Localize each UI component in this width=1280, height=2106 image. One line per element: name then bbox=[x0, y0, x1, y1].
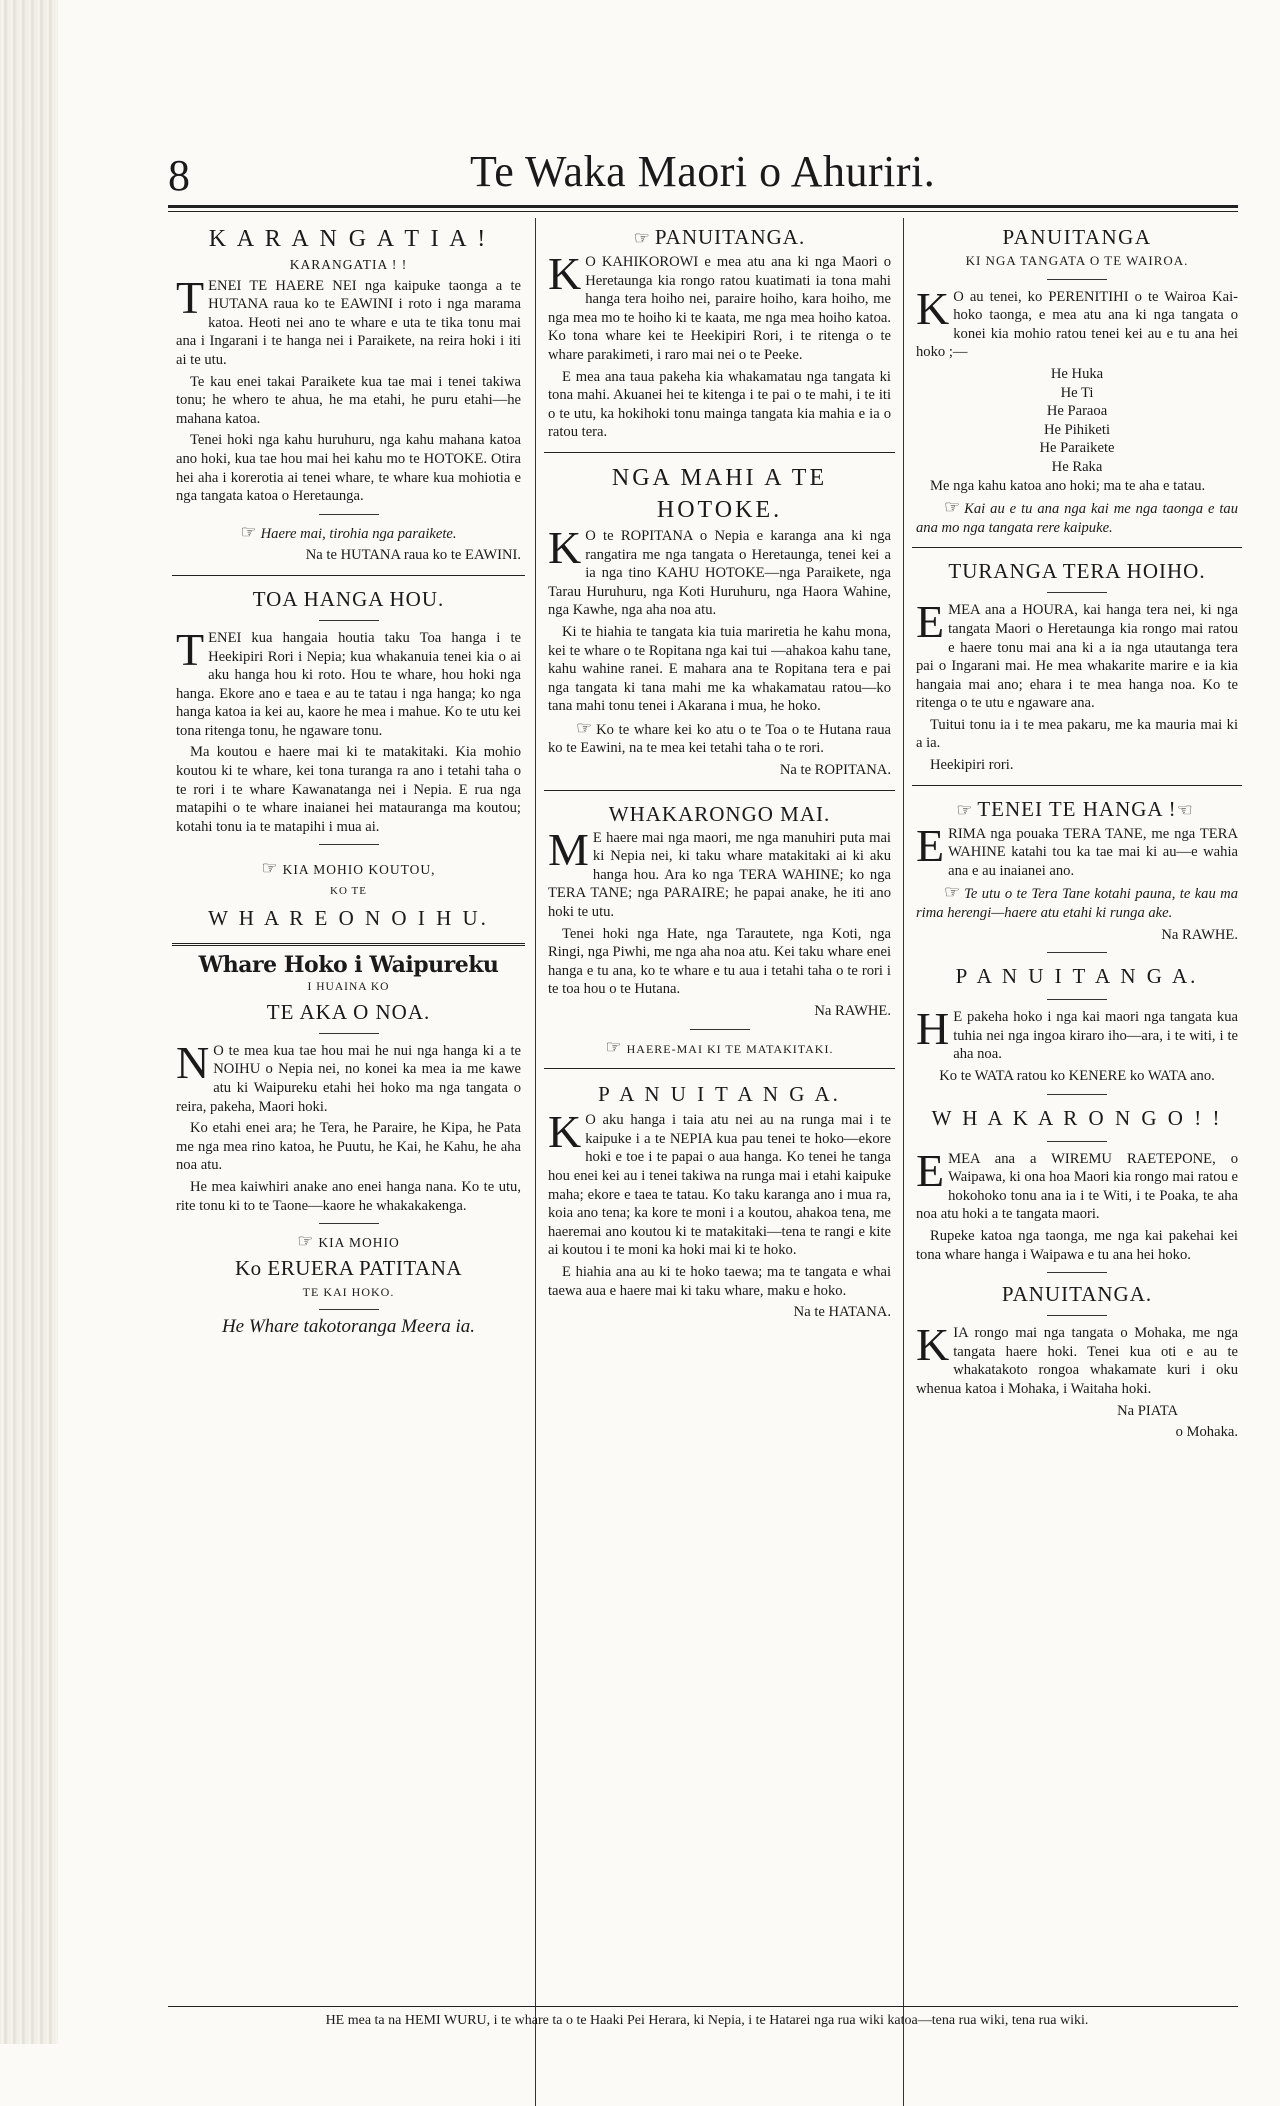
hatana-advert bbox=[548, 1079, 891, 1322]
section-rule bbox=[172, 575, 525, 576]
short-rule bbox=[1047, 1272, 1107, 1273]
advert-paragraph: IA rongo mai nga tangata o Mohaka, me nga tangata haere hoki. Tenei kua oti e au te whakatakoto rongoa whakamate kuri i oku whenua katoa i Mohaka, i Waitaha hoki. bbox=[916, 1325, 1238, 1397]
drop-cap: M bbox=[548, 823, 589, 875]
section-rule bbox=[172, 943, 525, 946]
advert-signature: Heekipiri rori. bbox=[930, 757, 1014, 774]
advert-paragraph: Te kau enei takai Paraikete kua tae mai i tenei takiwa tonu; he whero te ahua, he ma etahi, he puru etahi—he mahana katoa. bbox=[176, 373, 521, 427]
advert-line: HAERE-MAI KI TE MATAKITAKI. bbox=[626, 1041, 834, 1056]
advert-heading: K A R A N G A T I A ! bbox=[208, 226, 489, 252]
advert-line: KO TE bbox=[330, 885, 367, 898]
advert-paragraph: RIMA nga pouaka TERA TANE, me nga TERA WAHINE katahi tou ka tae mai ki au—e wahia ana e au inaianei ano. bbox=[948, 825, 1238, 879]
advert-paragraph: E pakeha hoko i nga kai maori nga tangata kua tuhia nei nga ingoa kiraro iho—ara, i te witi, i te aha noa. bbox=[953, 1009, 1238, 1063]
list-item: He Raka bbox=[1051, 458, 1103, 475]
advert-heading: Ko ERUERA PATITANA bbox=[234, 1255, 463, 1280]
advert-signature: Na RAWHE. bbox=[814, 1003, 891, 1019]
drop-cap: K bbox=[548, 1106, 582, 1158]
advert-signature: Na te HATANA. bbox=[793, 1304, 891, 1321]
pointing-hand-icon: ☞ bbox=[261, 858, 279, 879]
short-rule bbox=[1047, 592, 1107, 593]
advert-paragraph: O KAHIKOROWI e mea atu ana ki nga Maori o Heretaunga kia rongo ratou kuatimati ia tona mahi hanga tera hoiho nei, paraire hoiho, kara hoiho, me nga mea mo te hoiho ki te kaata, me nga mea hoiho katoa. Ko tona whare kei te Heekipiri Rori, i te ritenga o te whare parakimeti, i raro mai nei o te Peeke. bbox=[548, 254, 891, 363]
drop-cap: E bbox=[916, 819, 945, 871]
noihu-advert bbox=[176, 859, 521, 932]
advert-heading: TENEI TE HANGA ! bbox=[977, 796, 1177, 821]
whakarongo-mai-advert bbox=[548, 801, 891, 1021]
column-3 bbox=[916, 222, 1238, 1445]
short-rule bbox=[319, 1223, 379, 1224]
section-rule bbox=[912, 547, 1242, 548]
perenitihi-advert bbox=[916, 224, 1238, 537]
footer-rule bbox=[168, 2006, 1238, 2007]
advert-notice: Te utu o te Tera Tane kotahi pauna, te kau ma rima herengi—haere atu etahi ki runga ake. bbox=[916, 886, 1238, 922]
waipureku-advert bbox=[176, 951, 521, 1216]
advert-line: I HUAINA KO bbox=[307, 981, 390, 994]
advert-heading: NGA MAHI A TE bbox=[611, 464, 828, 491]
short-rule bbox=[1047, 1315, 1107, 1316]
advert-heading: HOTOKE. bbox=[656, 496, 783, 523]
drop-cap: T bbox=[176, 623, 205, 675]
list-item: He Paraikete bbox=[1039, 440, 1115, 457]
advert-tagline: He Whare takotoranga Meera ia. bbox=[221, 1316, 476, 1338]
pointing-hand-icon: ☞ bbox=[944, 497, 961, 518]
advert-heading: WHAKARONGO MAI. bbox=[608, 801, 831, 826]
pointing-hand-left-icon: ☜ bbox=[1176, 799, 1194, 820]
pointing-hand-icon: ☞ bbox=[605, 1036, 623, 1057]
advert-heading: PANUITANGA. bbox=[654, 225, 806, 249]
short-rule bbox=[1047, 1094, 1107, 1095]
advert-paragraph: Rupeke katoa nga taonga, me nga kai pakehai kei tona whare hanga i Waipawa e tu ana hei hoko. bbox=[916, 1227, 1238, 1263]
advert-heading: W H A R E O N O I H U. bbox=[208, 905, 489, 930]
advert-paragraph: E hiahia ana au ki te hoko taewa; ma te tangata e whai taewa aua e haere mai ki taku whare, maku e hoko. bbox=[548, 1263, 891, 1299]
header-rule-thin bbox=[168, 211, 1238, 212]
short-rule bbox=[1047, 999, 1107, 1000]
advert-paragraph: E haere mai nga maori, me nga manuhiri puta mai ki Nepia nei, ki taku whare matakitaki ai ki aku hanga hou. Ara ko nga TERA WAHINE; ko nga TERA TANE; nga PARAIRE; he papai anake, he iti ano hoki te utu. bbox=[548, 829, 891, 921]
advert-heading: P A N U I T A N G A. bbox=[598, 1082, 841, 1107]
karangatia-advert bbox=[176, 224, 521, 565]
section-rule bbox=[912, 785, 1242, 786]
short-rule bbox=[1047, 279, 1107, 280]
advert-paragraph: Ki te hiahia te tangata kia tuia mariretia he kahu mona, kei te whare o te Ropitana nga kai tui —ahakoa kahu tane, kahu wahine ranei. E mahara ana te Ropitana tera e pai nga tangata ki tana mahi me ka whakamatau ratou—ko tana mahi tonu tenei i Akarana i mua, he hoko. bbox=[548, 623, 891, 715]
kahikorowi-advert bbox=[548, 224, 891, 442]
turanga-tera-advert bbox=[916, 558, 1238, 774]
drop-cap: H bbox=[916, 1003, 950, 1055]
drop-cap: E bbox=[916, 596, 945, 648]
advert-paragraph: E mea ana taua pakeha kia whakamatau nga tangata ki tona mahi. Akuanei hei te kitenga i te pai o te mahi, i te iti o te utu, ka hokihoki tonu mainga tangata kia mahia e ia o ratou tera. bbox=[548, 368, 891, 441]
pointing-hand-icon: ☞ bbox=[944, 882, 961, 903]
tenei-te-hanga-advert bbox=[916, 796, 1238, 945]
advert-notice: Haere mai, tirohia nga paraikete. bbox=[260, 525, 457, 542]
advert-line: TE KAI HOKO. bbox=[302, 1284, 395, 1299]
raetepone-advert bbox=[916, 1103, 1238, 1265]
piata-advert bbox=[916, 1281, 1238, 1442]
advert-paragraph: Ma koutou e haere mai ki te matakitaki. Kia mohio koutou ki te whare, kei tona turanga ra ano i tetahi taha o te rori i te whare Kawanatanga nei i Nepia. E rua nga matapihi o te whare inaianei hei matauranga ma koutou; kotahi tonu ia te matapihi i mua ai. bbox=[176, 744, 521, 835]
advert-paragraph: ENEI TE HAERE NEI nga kaipuke taonga a te HUTANA raua ko te EAWINI i roto i nga marama katoa. Heoti nei ano te whare e uta te tika tonu mai ana i Ingarani i te hanga nei i Paraikete, na reira hoki i iti ai te utu. bbox=[176, 277, 521, 368]
advert-paragraph: Ko te whare kei ko atu o te Toa o te Hutana raua ko te Eawini, na te mea kei tetahi taha o te rori. bbox=[548, 721, 891, 757]
advert-place: o Mohaka. bbox=[1175, 1424, 1238, 1441]
column-2 bbox=[548, 222, 891, 1325]
advert-heading: W H A K A R O N G O ! ! bbox=[931, 1105, 1223, 1130]
advert-signature: Na te HUTANA raua ko te EAWINI. bbox=[305, 547, 521, 564]
advert-paragraph: Ko te WATA ratou ko KENERE ko WATA ano. bbox=[939, 1068, 1215, 1084]
drop-cap: K bbox=[548, 521, 582, 573]
advert-paragraph: He mea kaiwhiri anake ano enei hanga nana. Ko te utu, rite tonu ki to te Taone—kaore he whakakakenga. bbox=[176, 1178, 521, 1214]
eruera-advert bbox=[176, 1232, 521, 1337]
section-rule bbox=[544, 1068, 895, 1069]
newspaper-title: Te Waka Maori o Ahuriri. bbox=[470, 147, 936, 196]
advert-paragraph: O te ROPITANA o Nepia e karanga ana ki nga rangatira me nga tangata o Heretaunga, tenei kei a ia nga tino KAHU HOTOKE—nga Paraikete, nga Tarau Huruhuru, nga Koti Huruhuru, nga Haora Wahine, nga Kawhe, nga aha noa atu. bbox=[548, 527, 891, 619]
advert-paragraph: Tuitui tonu ia i te mea pakaru, me ka mauria mai ki a ia. bbox=[916, 716, 1238, 752]
short-rule bbox=[319, 1309, 379, 1310]
column-divider-2 bbox=[903, 218, 904, 2106]
advert-paragraph: Tenei hoki nga Hate, nga Tarautete, nga Koti, nga Ringi, nga Piwhi, me nga aha noa atu. Kei taku whare enei hanga e tu ana, ko te whare e tu aua i tetahi taha o te rori i te toa hou o te Hutana. bbox=[548, 925, 891, 998]
short-rule bbox=[319, 1033, 379, 1034]
pointing-hand-icon: ☞ bbox=[956, 799, 974, 820]
advert-heading: Whare Hoko i Waipureku bbox=[198, 951, 499, 978]
short-rule bbox=[319, 844, 379, 845]
advert-paragraph: Ko etahi enei ara; he Tera, he Paraire, he Kipa, he Pata me nga mea rino katoa, he Puutu, he Kai, he Kahu, he aha noa atu. bbox=[176, 1120, 521, 1174]
short-rule bbox=[1047, 1141, 1107, 1142]
advert-notice: Kai au e tu ana nga kai me nga taonga e tau ana mo nga tangata rere kaipuke. bbox=[916, 501, 1238, 536]
column-1 bbox=[176, 222, 521, 1337]
advert-signature: Na PIATA bbox=[1117, 1402, 1178, 1419]
advert-paragraph: O te mea kua tae hou mai he nui nga hanga ki a te NOIHU o Nepia nei, no konei ka mea ia me kawe atu ki Waipureku etahi hei hoko ma nga tangata o reira, pakeha, Maori hoki. bbox=[176, 1042, 521, 1115]
hotoke-advert bbox=[548, 463, 891, 780]
pointing-hand-icon: ☞ bbox=[240, 521, 257, 542]
advert-paragraph: Tenei hoki nga kahu huruhuru, nga kahu mahana katoa ano hoki, kua tae hou mai hei kahu mo te HOTOKE. Otira hei aha i korerotia ai tenei whare, te whare kua mohiotia e nga tangata katoa o Heretaunga. bbox=[176, 432, 521, 505]
advert-signature: Na RAWHE. bbox=[1161, 926, 1238, 943]
advert-subheading: KI NGA TANGATA O TE WAIROA. bbox=[965, 253, 1189, 268]
advert-line: KIA MOHIO KOUTOU, bbox=[282, 862, 436, 878]
short-rule bbox=[319, 620, 379, 621]
drop-cap: K bbox=[916, 282, 950, 334]
section-rule bbox=[544, 790, 895, 791]
short-rule bbox=[690, 1029, 750, 1030]
list-item: He Paraoa bbox=[1046, 403, 1108, 420]
advert-paragraph: O au tenei, ko PERENITIHI o te Wairoa Kai-hoko taonga, e mea atu ana ki nga tangata o konei kia mohio ratou tenei kei au e tu ana hei hoko ;— bbox=[916, 288, 1238, 361]
advert-heading: P A N U I T A N G A. bbox=[955, 964, 1199, 989]
advert-heading: TURANGA TERA HOIHO. bbox=[948, 559, 1206, 584]
drop-cap: T bbox=[176, 271, 205, 323]
page-binding-edge bbox=[0, 0, 58, 2044]
pointing-hand-icon: ☞ bbox=[633, 228, 651, 248]
header-rule bbox=[168, 205, 1238, 208]
advert-heading: TE AKA O NOA. bbox=[266, 999, 431, 1024]
list-item: He Pihiketi bbox=[1043, 421, 1111, 438]
advert-line: KIA MOHIO bbox=[318, 1235, 400, 1251]
imprint-footer: HE mea ta na HEMI WURU, i te whare ta o te Haaki Pei Herara, ki Nepia, i te Hatarei nga rua wiki katoa—tena rua wiki, tena rua wiki. bbox=[325, 2013, 1089, 2028]
advert-paragraph: Me nga kahu katoa ano hoki; ma te aha e tatau. bbox=[930, 477, 1206, 494]
short-rule bbox=[1047, 952, 1107, 953]
advert-signature: Na te ROPITANA. bbox=[779, 762, 891, 779]
wata-advert bbox=[916, 961, 1238, 1085]
toa-hanga-hou-advert bbox=[176, 586, 521, 837]
drop-cap: K bbox=[548, 248, 582, 299]
list-item: He Huka bbox=[1050, 365, 1104, 382]
column-divider-1 bbox=[535, 218, 536, 2106]
advert-paragraph: O aku hanga i taia atu nei au na runga mai i te kaipuke i a te NEPIA kua pau tenei te hoko—ekore hoki e toe i te papai o aua hanga. Ko tenei he tanga hou enei kei au i tenei takiwa na runga mai i etahi kaipuke maha; ekore e taea te tatau. Ko taku karanga ano i mua ra, koia ano tena; ka kore te moni i a koutou, ahakoa tena, me haeremai ano koutou ki te matakitaki—tena te rangi e kite ai koutou i te moni ka hoki mai ki te hoko. bbox=[548, 1112, 891, 1259]
advert-heading: PANUITANGA bbox=[1002, 225, 1152, 249]
advert-heading: TOA HANGA HOU. bbox=[252, 586, 445, 611]
advert-heading: PANUITANGA. bbox=[1001, 1282, 1153, 1307]
list-item: He Ti bbox=[1060, 384, 1094, 401]
pointing-hand-icon: ☞ bbox=[576, 717, 593, 738]
section-rule bbox=[544, 452, 895, 453]
drop-cap: N bbox=[176, 1036, 210, 1088]
drop-cap: K bbox=[916, 1319, 950, 1371]
short-rule bbox=[319, 514, 379, 515]
page-number: 8 bbox=[168, 151, 190, 200]
advert-paragraph: MEA ana a HOURA, kai hanga tera nei, ki nga tangata Maori o Heretaunga kia rongo mai ratou e haere tonu mai ana ki a ia nga utautanga tera pai o Ingarani mai. He mea whakarite marire e ia kia hangaia mai ano; ehara i te mea hanga noa. Ko te ritenga o te utu e ngaware ana. bbox=[916, 602, 1238, 712]
advert-paragraph: MEA ana a WIREMU RAETEPONE, o Waipawa, ki ona hoa Maori kia rongo mai ratou e hokohoko tonu ana ia i te Witi, i te Poaka, te aha noa atu hoki a te tangata maori. bbox=[916, 1150, 1238, 1223]
pointing-hand-icon: ☞ bbox=[297, 1231, 315, 1252]
drop-cap: E bbox=[916, 1144, 945, 1196]
advert-subheading: KARANGATIA ! ! bbox=[289, 257, 408, 272]
advert-paragraph: ENEI kua hangaia houtia taku Toa hanga i te Heekipiri Rori i Nepia; kua whakanuia tenei kia o ai aku hanga hou ki roto. Hou te whare, hou hoki nga hanga. Ekore ano e taea e au te tatau i nga hanga; ko nga hanga katoa ia kei au, kaore he mea i mahue. Ko te utu kei tona ritenga tonu, he ngaware tonu. bbox=[176, 629, 521, 739]
